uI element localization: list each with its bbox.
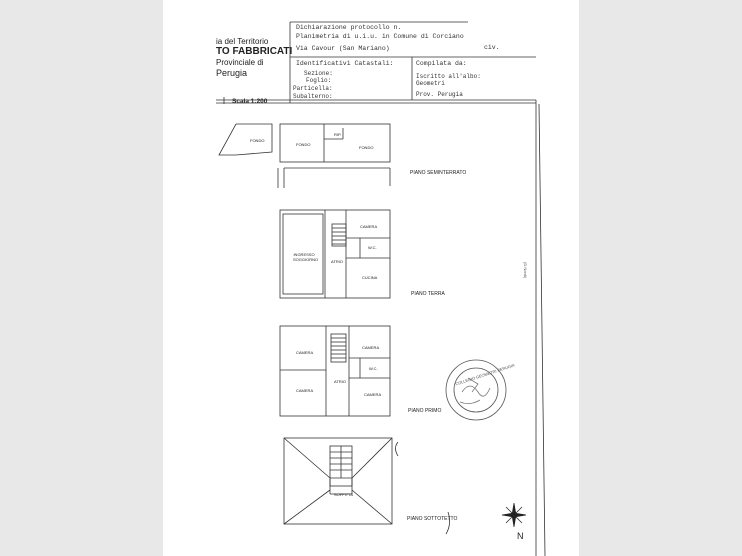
room-label-camera-first-b: CAMERA [362, 345, 380, 350]
address-text: Via Cavour (San Mariano) [296, 45, 390, 52]
side-margin-note: (D.Nordi) [523, 262, 528, 279]
civic-number-label: civ. [484, 44, 500, 51]
compiled-by-label: Compilata da: [416, 60, 467, 67]
room-label-camera-first-d: CAMERA [364, 392, 382, 397]
room-label-soffitta: SOFFITTA [334, 492, 354, 497]
room-label-fondo-3: FONDO [359, 145, 374, 150]
agency-line-1: ia del Territorio [216, 37, 269, 46]
scale-label: Scala 1:200 [232, 98, 268, 105]
particella-label: Particella: [293, 85, 333, 92]
floor-label-first: PIANO PRIMO [408, 408, 442, 414]
declaration-text: Dichiarazione protocollo n. [296, 24, 402, 31]
plan-description: Planimetria di u.i.u. in Comune di Corciano [296, 33, 464, 40]
room-label-camera-ground: CAMERA [360, 224, 378, 229]
sezione-label: Sezione: [304, 70, 333, 77]
agency-line-4: Perugia [216, 68, 248, 78]
floor-label-attic: PIANO SOTTOTETTO [407, 516, 458, 522]
room-label-atrio-ground: ATRIO [331, 259, 343, 264]
room-label-fondo-1: FONDO [250, 138, 265, 143]
stamp-text: COLLEGIO GEOMETRI PERUGIA [454, 362, 516, 387]
floor-label-ground: PIANO TERRA [411, 291, 445, 297]
register-label: Iscritto all'albo: [416, 73, 481, 80]
room-label-camera-first-a: CAMERA [296, 350, 314, 355]
agency-line-3: Provinciale di [216, 58, 264, 67]
room-label-cucina: CUCINA [362, 275, 378, 280]
cadastral-title: Identificativi Catastali: [296, 60, 394, 67]
geometri-label: Geometri [416, 80, 445, 87]
room-label-wc-ground: W.C. [368, 245, 377, 250]
subalterno-label: Subalterno: [293, 93, 333, 100]
floor-label-basement: PIANO SEMINTERRATO [410, 170, 467, 176]
room-label-atrio-first: ATRIO [334, 379, 346, 384]
room-label-rip: RIP. [334, 132, 342, 137]
compass-icon [502, 503, 526, 527]
compass-north-label: N [517, 531, 524, 541]
room-label-ingresso-soggiorno: INGRESSO SOGGIORNO [293, 252, 319, 262]
province-label: Prov. Perugia [416, 91, 463, 98]
room-label-camera-first-c: CAMERA [296, 388, 314, 393]
room-label-wc-first: W.C. [369, 366, 378, 371]
room-label-fondo-2: FONDO [296, 142, 311, 147]
foglio-label: Foglio: [306, 77, 332, 84]
agency-line-2: TO FABBRICATI [216, 46, 293, 57]
